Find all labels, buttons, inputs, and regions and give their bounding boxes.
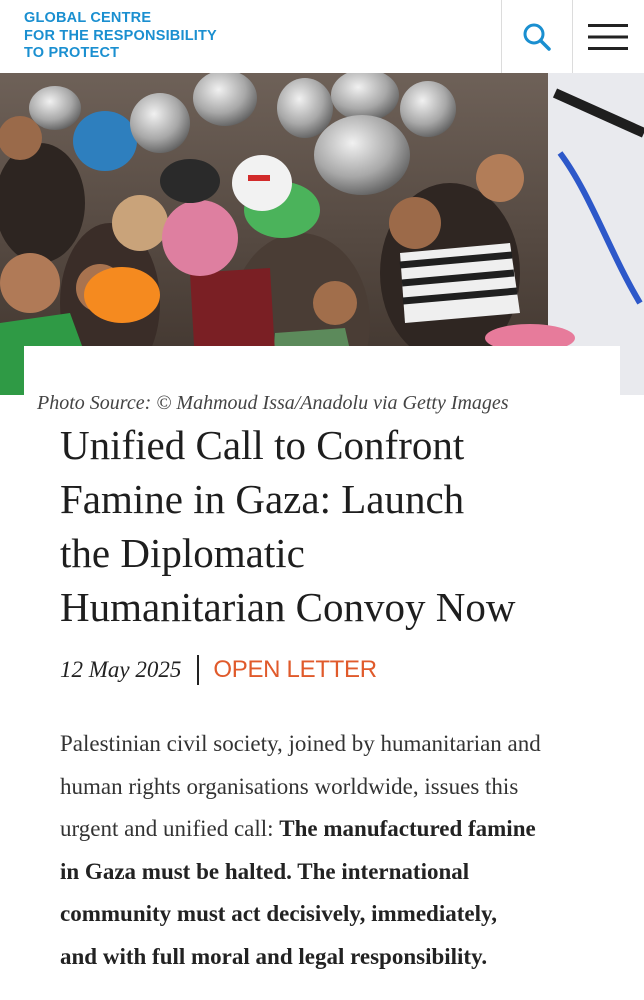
intro-bold-2: in Gaza must be halted. The international	[60, 858, 470, 884]
intro-line-4	[60, 851, 630, 894]
intro-bold-3: community must act decisively, immediately,	[60, 901, 497, 926]
title-line-1: Unified Call to Confront	[60, 422, 465, 468]
title-line-3: the Diplomatic	[60, 530, 305, 576]
title-line-2: Famine in Gaza: Launch	[60, 476, 465, 522]
article-intro	[60, 723, 630, 978]
hamburger-menu-icon	[588, 23, 628, 51]
intro-bold-1: The manufactured famine	[279, 816, 536, 841]
logo-line-2: FOR THE RESPONSIBILITY	[24, 27, 217, 44]
site-logo[interactable]	[24, 10, 217, 63]
intro-line-1: Palestinian civil society, joined by humanitarian and	[60, 731, 541, 756]
logo-line-3: TO PROTECT	[24, 45, 120, 61]
intro-line-5	[60, 893, 630, 936]
menu-button[interactable]	[572, 0, 643, 73]
intro-line-3	[60, 808, 630, 851]
site-header	[0, 0, 644, 74]
article-meta	[60, 652, 377, 688]
search-button[interactable]	[501, 0, 572, 73]
logo-line-1: GLOBAL CENTRE	[24, 10, 152, 26]
intro-bold-4: and with full moral and legal responsibility.	[60, 943, 488, 969]
intro-line-3-text: urgent and unified call:	[60, 816, 280, 841]
publish-date: 12 May 2025	[60, 657, 182, 682]
intro-line-6	[60, 936, 630, 979]
title-line-4: Humanitarian Convoy Now	[60, 584, 516, 630]
intro-line-2: human rights organisations worldwide, issues this	[60, 773, 519, 799]
photo-source-caption: Photo Source: © Mahmoud Issa/Anadolu via Getty Images	[37, 392, 509, 414]
meta-divider	[197, 655, 199, 685]
article-title	[60, 418, 620, 634]
search-icon	[522, 22, 552, 52]
category-link[interactable]: OPEN LETTER	[213, 656, 377, 683]
